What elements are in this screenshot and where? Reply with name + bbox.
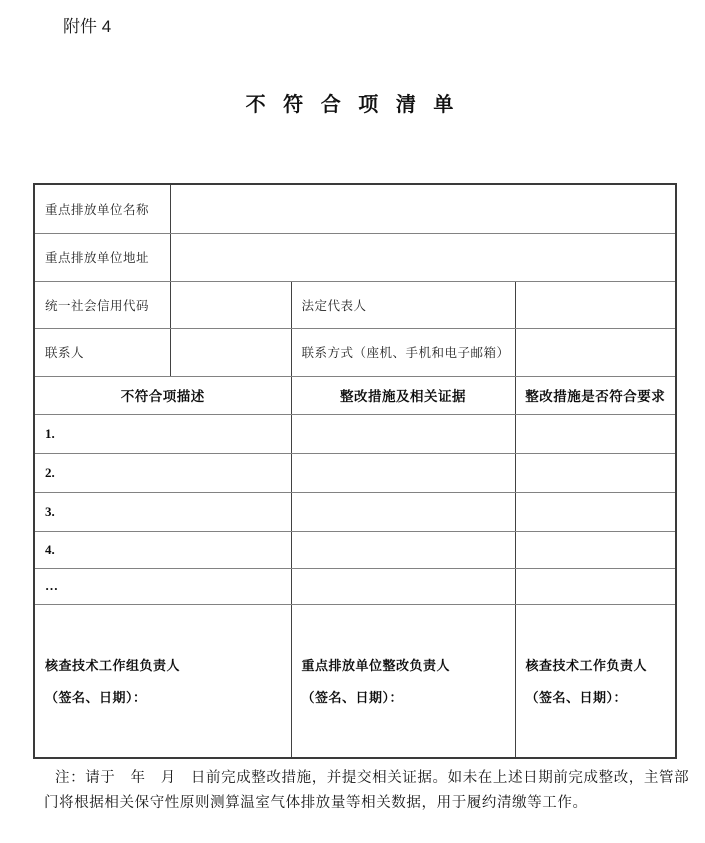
- contact-label-cell: 联系人: [34, 328, 170, 376]
- contact-row: [34, 328, 676, 376]
- item-3-measures-cell: [291, 492, 515, 531]
- col-header-compliance: 整改措施是否符合要求: [515, 376, 676, 414]
- nonconformance-table: [33, 183, 677, 759]
- credit-code-label-cell: 统一社会信用代码: [34, 281, 170, 328]
- unit-address-value-cell: [170, 233, 676, 281]
- footnote-line-1: 注：请于 年 月 日前完成整改措施，并提交相关证据。如未在上述日期前完成整改，主管部: [55, 770, 690, 786]
- item-2-no-cell: 2.: [34, 453, 291, 492]
- page-title: 不 符 合 项 清 单: [245, 94, 460, 116]
- item-1-no-cell: 1.: [34, 414, 291, 453]
- signature-row: [34, 604, 676, 758]
- item-2-compliance-cell: [515, 453, 676, 492]
- item-row-3: [34, 492, 676, 531]
- contact-value-cell: [170, 328, 291, 376]
- verifier-group-leader-title: 核查技术工作组负责人: [45, 658, 181, 674]
- credit-code-value-cell: [170, 281, 291, 328]
- item-ellipsis-compliance-cell: [515, 568, 676, 604]
- col-header-measures: 整改措施及相关证据: [291, 376, 515, 414]
- footnote: [44, 766, 690, 816]
- verifier-work-leader-cell: [515, 604, 676, 758]
- footnote-line-2: 门将根据相关保守性原则测算温室气体排放量等相关数据，用于履约清缴等工作。: [44, 795, 588, 811]
- item-1-measures-cell: [291, 414, 515, 453]
- verifier-work-leader-title: 核查技术工作负责人: [525, 658, 648, 674]
- unit-rectification-leader-sign-label: （签名、日期）：: [301, 690, 404, 706]
- item-ellipsis-no-cell: …: [34, 568, 291, 604]
- attachment-label: 附件 4: [63, 17, 112, 36]
- unit-address-label-cell: 重点排放单位地址: [34, 233, 170, 281]
- item-ellipsis-measures-cell: [291, 568, 515, 604]
- verifier-work-leader-sign-label: （签名、日期）：: [525, 690, 628, 706]
- item-row-2: [34, 453, 676, 492]
- item-row-ellipsis: [34, 568, 676, 604]
- contact-method-label-cell: 联系方式（座机、手机和电子邮箱）: [291, 328, 515, 376]
- legal-rep-label-cell: 法定代表人: [291, 281, 515, 328]
- legal-rep-value-cell: [515, 281, 676, 328]
- contact-method-value-cell: [515, 328, 676, 376]
- unit-rectification-leader-cell: [291, 604, 515, 758]
- item-2-measures-cell: [291, 453, 515, 492]
- item-row-1: [34, 414, 676, 453]
- column-header-row: [34, 376, 676, 414]
- unit-name-value-cell: [170, 184, 676, 233]
- verifier-group-leader-cell: [34, 604, 291, 758]
- item-1-compliance-cell: [515, 414, 676, 453]
- unit-rectification-leader-title: 重点排放单位整改负责人: [301, 658, 451, 674]
- item-row-4: [34, 531, 676, 568]
- unit-address-row: [34, 233, 676, 281]
- verifier-group-leader-sign-label: （签名、日期）：: [45, 690, 147, 706]
- item-3-no-cell: 3.: [34, 492, 291, 531]
- item-4-measures-cell: [291, 531, 515, 568]
- item-3-compliance-cell: [515, 492, 676, 531]
- unit-name-row: [34, 184, 676, 233]
- col-header-description: 不符合项描述: [34, 376, 291, 414]
- item-4-compliance-cell: [515, 531, 676, 568]
- item-4-no-cell: 4.: [34, 531, 291, 568]
- unit-name-label-cell: 重点排放单位名称: [34, 184, 170, 233]
- credit-code-row: [34, 281, 676, 328]
